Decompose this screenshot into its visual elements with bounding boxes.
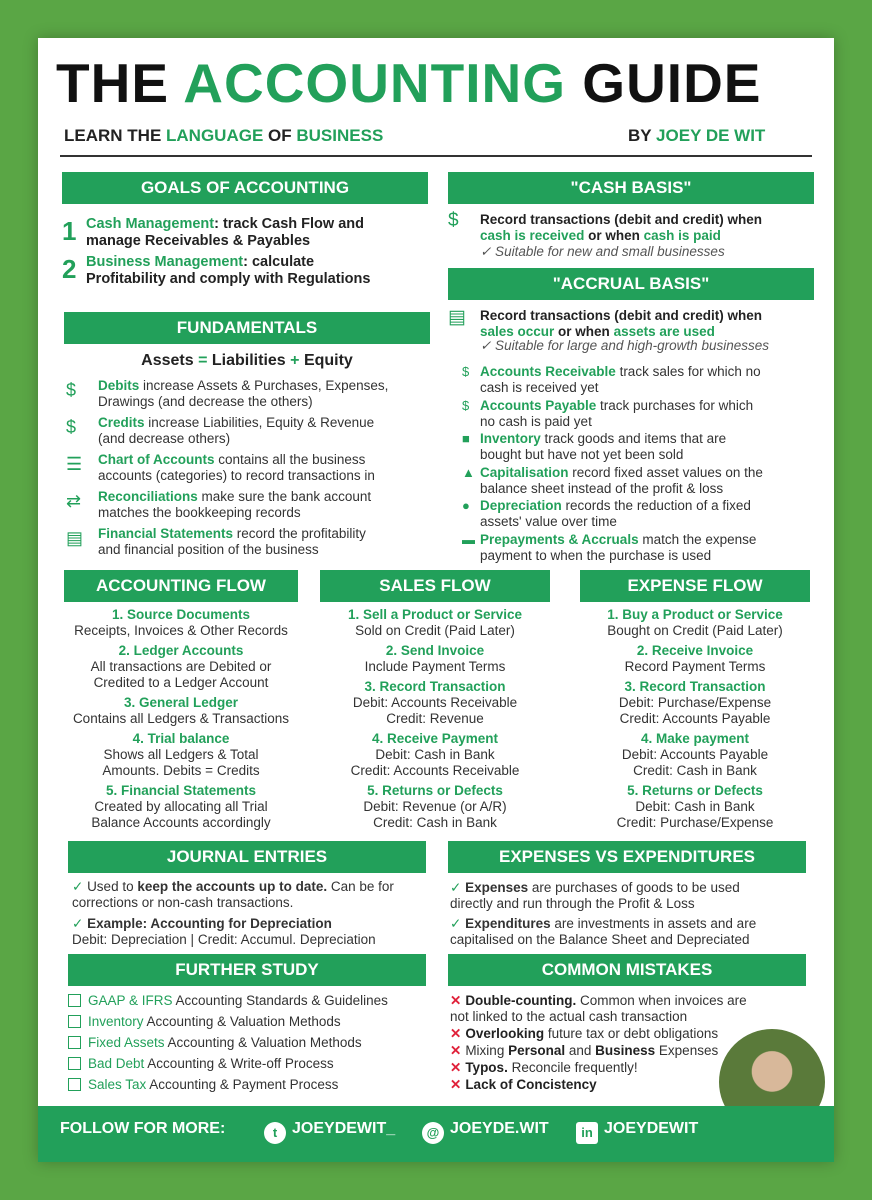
accrual-item-key: Prepayments & Accruals [480,531,639,547]
fundamental-item-desc: make sure the bank account [197,489,372,504]
flow-step-line: Credit: Cash in Bank [373,815,497,830]
accrual-item-desc: track sales for which no [615,364,761,379]
mistake-key: Typos. [465,1060,508,1075]
accrual-item-text [480,364,825,396]
fundamental-item-desc: record the profitability [233,526,366,541]
accrual-item-desc: track goods and items that are [540,431,727,446]
mistake-pre: Mixing [465,1043,509,1058]
mistake-key: Overlooking [465,1026,545,1041]
accrual-item-desc2: balance sheet instead of the profit & loss [480,480,724,496]
further-study-key: Sales Tax [88,1077,147,1092]
flow-step-line: Credited to a Ledger Account [93,675,269,690]
fundamental-item-key: Credits [98,415,145,430]
flow-step-title: 4. Make payment [640,731,750,746]
mistake-desc2: not linked to the actual cash transaction [450,1009,688,1024]
flow-step-title: 5. Financial Statements [105,783,257,798]
accrual-item-key: Accounts Payable [480,397,597,413]
flow-step-line: Contains all Ledgers & Transactions [72,711,290,726]
debit-icon: $ [66,380,77,400]
flow-step-title: 2. Ledger Accounts [118,643,244,658]
further-study-desc: Accounting Standards & Guidelines [172,993,388,1008]
further-study-desc: Accounting & Payment Process [146,1077,339,1092]
checkbox-icon[interactable] [68,1078,81,1091]
guide-page [38,38,834,1162]
flow-step-line: Debit: Accounts Payable [621,747,769,762]
sales-flow-steps [306,607,564,835]
fundamental-item-desc: increase Assets & Purchases, Expenses, [139,378,389,393]
flow-step [52,731,310,779]
flow-step [306,607,564,639]
flow-step-line: Sold on Credit (Paid Later) [355,623,515,638]
mistake-desc: future tax or debt obligations [544,1026,719,1041]
flow-step [566,783,824,831]
hand-icon: ● [462,498,470,513]
fundamentals-header: FUNDAMENTALS [64,312,430,344]
ledger-icon: ▤ [448,307,466,328]
mistake-key: Personal [508,1043,566,1058]
accrual-item [462,431,822,465]
exp-item: ✓ Expenses are purchases of goods to be used directly and run through the Profit & Loss [450,880,740,911]
fundamental-item-key: Debits [98,378,140,393]
fundamental-item-text [98,489,438,521]
twitter-link[interactable]: t JOEYDEWIT_ [264,1120,395,1144]
accrual-item [462,498,822,532]
further-study-header: FURTHER STUDY [68,954,426,986]
threads-link[interactable]: @ JOEYDE.WIT [422,1120,549,1144]
cash-basis-text: Record transactions (debit and credit) when cash is received or when cash is paid [480,212,763,243]
flow-step-line: Created by allocating all Trial [94,799,268,814]
fundamental-item-text [98,452,438,484]
flow-step-line: Debit: Revenue (or A/R) [363,799,507,814]
fundamental-item-desc2: Drawings (and decrease the others) [98,394,313,409]
accrual-item-desc: record fixed asset values on the [568,464,763,480]
further-study-list [68,993,438,1098]
fundamental-item-text [98,378,438,410]
fundamental-item [64,489,434,526]
accrual-item-text [480,532,825,564]
mistake-desc: Reconcile frequently! [507,1060,638,1075]
flow-step-title: 5. Returns or Defects [367,783,503,798]
flow-step-line: Debit: Purchase/Expense [618,695,772,710]
page-subtitle: LEARN THE LANGUAGE OF BUSINESS [64,126,384,145]
report-icon: ▤ [66,528,84,548]
journal-entries-header: JOURNAL ENTRIES [68,841,426,873]
factory-icon: ▲ [462,464,475,480]
cross-icon: ✕ [450,1060,462,1075]
flow-step [566,679,824,727]
flow-step-line: Debit: Cash in Bank [635,799,755,814]
accrual-item-desc2: cash is received yet [480,380,599,395]
further-study-desc: Accounting & Valuation Methods [164,1035,362,1050]
accrual-item [462,364,822,398]
flow-step-title: 4. Trial balance [132,731,230,746]
card-icon: ▬ [462,531,475,547]
further-study-desc: Accounting & Write-off Process [144,1056,334,1071]
cash-icon: $ [448,210,459,231]
further-study-item[interactable] [68,1035,438,1056]
accounting-equation: Assets = Liabilities + Equity [141,352,353,369]
cross-icon: ✕ [450,1077,462,1092]
accrual-item-text [480,498,825,530]
sales-flow-header: SALES FLOW [320,570,550,602]
further-study-key: Fixed Assets [88,1035,165,1050]
fundamental-item-key: Reconciliations [98,489,198,504]
accrual-item-key: Depreciation [480,498,562,513]
accrual-item [462,398,822,432]
flow-step-line: Balance Accounts accordingly [91,815,271,830]
cash-basis-note: ✓ Suitable for new and small businesses [480,244,725,259]
accrual-item-desc2: bought but have not yet been sold [480,447,684,462]
fundamental-item-text [98,415,438,447]
flow-step-title: 3. Record Transaction [624,679,766,694]
footer-bar [38,1106,834,1162]
checkbox-icon[interactable] [68,1015,81,1028]
flow-step-title: 2. Receive Invoice [636,643,754,658]
flow-step-title: 4. Receive Payment [371,731,499,746]
flow-step [306,783,564,831]
accrual-basis-note: ✓ Suitable for large and high-growth businesses [480,338,769,353]
page-title: THE ACCOUNTING GUIDE [56,52,762,114]
checkbox-icon[interactable] [68,994,81,1007]
flow-step [52,783,310,831]
mistake-mid: and [565,1043,596,1058]
journal-item: ✓ Used to keep the accounts up to date. Can be for corrections or non-cash transactions. [72,879,394,910]
flow-step-line: Receipts, Invoices & Other Records [74,623,288,638]
accrual-item [462,465,822,499]
further-study-desc: Accounting & Valuation Methods [143,1014,341,1029]
flow-step [306,679,564,727]
money-icon: $ [462,397,470,413]
linkedin-icon: in [576,1122,598,1144]
accrual-item [462,532,822,566]
flow-step-title: 1. Source Documents [111,607,251,622]
flow-step-line: Bought on Credit (Paid Later) [607,623,783,638]
further-study-key: Inventory [88,1014,144,1029]
accrual-basis-header: "ACCRUAL BASIS" [448,268,814,300]
fundamental-item [64,452,434,489]
further-study-key: GAAP & IFRS [88,993,173,1008]
accrual-item-key: Capitalisation [480,464,569,480]
flow-step-title: 2. Send Invoice [385,643,485,658]
flow-step-title: 5. Returns or Defects [627,783,763,798]
goal-item: 1 Cash Management: track Cash Flow and manage Receivables & Payables [62,216,364,249]
flow-step [566,643,824,675]
accrual-item-desc: records the reduction of a fixed [561,498,751,513]
flow-step-title: 3. General Ledger [123,695,239,710]
credit-icon: $ [66,417,77,437]
linkedin-link[interactable]: in JOEYDEWIT [576,1120,698,1144]
expense-flow-steps [566,607,824,835]
flow-step-line: Debit: Accounts Receivable [352,695,518,710]
accrual-item-desc2: payment to when the purchase is used [480,547,712,563]
flow-step [52,695,310,727]
fundamental-item-key: Financial Statements [98,526,234,541]
accrual-item-desc: match the expense [638,531,757,547]
flow-step-title: 1. Sell a Product or Service [347,607,523,622]
flow-step [306,643,564,675]
flow-step-title: 3. Record Transaction [364,679,506,694]
fundamental-item-desc2: accounts (categories) to record transactions in [98,468,375,483]
clipboard-icon: ☰ [66,454,83,474]
flow-step-line: Include Payment Terms [364,659,506,674]
goal-item: 2 Business Management: calculate Profitability and comply with Regulations [62,254,371,287]
accrual-item-desc2: assets' value over time [480,514,617,529]
flow-step-line: Debit: Cash in Bank [375,747,495,762]
fundamental-item-desc2: and financial position of the business [98,542,319,557]
checkbox-icon[interactable] [68,1036,81,1049]
flow-step-line: Credit: Accounts Payable [619,711,771,726]
flow-step-line: Credit: Purchase/Expense [616,815,774,830]
mistake-key: Double-counting. [465,993,577,1008]
cross-icon: ✕ [450,1043,462,1058]
further-study-item[interactable] [68,993,438,1014]
flow-step-title: 1. Buy a Product or Service [607,607,783,622]
goals-list [62,212,432,288]
accrual-item-text [480,398,825,430]
fundamentals-list [64,378,434,563]
checkbox-icon[interactable] [68,1057,81,1070]
accrual-item-text [480,465,825,497]
accrual-item-text [480,431,825,463]
accounting-flow-steps [52,607,310,835]
flow-step-line: Credit: Revenue [386,711,484,726]
flow-step [306,731,564,779]
flow-step-line: Credit: Cash in Bank [633,763,757,778]
mistake-desc: Common when invoices are [576,993,747,1008]
fundamental-item [64,526,434,563]
fundamental-item-desc: increase Liabilities, Equity & Revenue [144,415,375,430]
box-icon: ■ [462,431,470,446]
common-mistakes-header: COMMON MISTAKES [448,954,806,986]
accrual-item-key: Inventory [480,431,541,446]
accrual-item-desc2: no cash is paid yet [480,413,592,429]
accrual-item-key: Accounts Receivable [480,364,616,379]
further-study-item[interactable] [68,1014,438,1035]
mistake-item [450,993,820,1025]
flow-step-line: Shows all Ledgers & Total [103,747,259,762]
fundamental-item-key: Chart of Accounts [98,452,215,467]
further-study-item[interactable] [68,1077,438,1098]
author-byline: BY JOEY DE WIT [628,126,766,145]
exp-item: ✓ Expenditures are investments in assets and are capitalised on the Balance Sheet and Depreciated [450,916,757,947]
cross-icon: ✕ [450,993,462,1008]
money-icon: $ [462,364,470,379]
cash-basis-header: "CASH BASIS" [448,172,814,204]
footer-label: FOLLOW FOR MORE: [60,1120,226,1137]
accrual-basis-text: Record transactions (debit and credit) when sales occur or when assets are used [480,308,763,339]
flow-step-line: Record Payment Terms [624,659,766,674]
fundamental-item-text [98,526,438,558]
fundamental-item-desc2: (and decrease others) [98,431,231,446]
mistake-desc: Expenses [655,1043,719,1058]
flow-step [566,731,824,779]
flow-step-line: Credit: Accounts Receivable [350,763,520,778]
further-study-item[interactable] [68,1056,438,1077]
further-study-key: Bad Debt [88,1056,145,1071]
goals-header: GOALS OF ACCOUNTING [62,172,428,204]
accrual-list [462,364,822,565]
flow-step [52,607,310,639]
accounting-flow-header: ACCOUNTING FLOW [64,570,298,602]
fundamental-item [64,378,434,415]
flow-step [52,643,310,691]
handshake-icon: ⇄ [66,491,82,511]
flow-step [566,607,824,639]
accrual-item-desc: track purchases for which [596,397,754,413]
mistake-key2: Business [595,1043,656,1058]
expenses-vs-expenditures-header: EXPENSES VS EXPENDITURES [448,841,806,873]
fundamental-item-desc2: matches the bookkeeping records [98,505,301,520]
mistake-key: Lack of Concistency [465,1077,597,1092]
cross-icon: ✕ [450,1026,462,1041]
title-divider [60,155,812,157]
fundamental-item [64,415,434,452]
expense-flow-header: EXPENSE FLOW [580,570,810,602]
journal-item: ✓ Example: Accounting for Depreciation Debit: Depreciation | Credit: Accumul. Depreciation [72,916,376,947]
fundamental-item-desc: contains all the business [214,452,366,467]
flow-step-line: All transactions are Debited or [90,659,272,674]
flow-step-line: Amounts. Debits = Credits [102,763,260,778]
twitter-icon: t [264,1122,286,1144]
threads-icon: @ [422,1122,444,1144]
